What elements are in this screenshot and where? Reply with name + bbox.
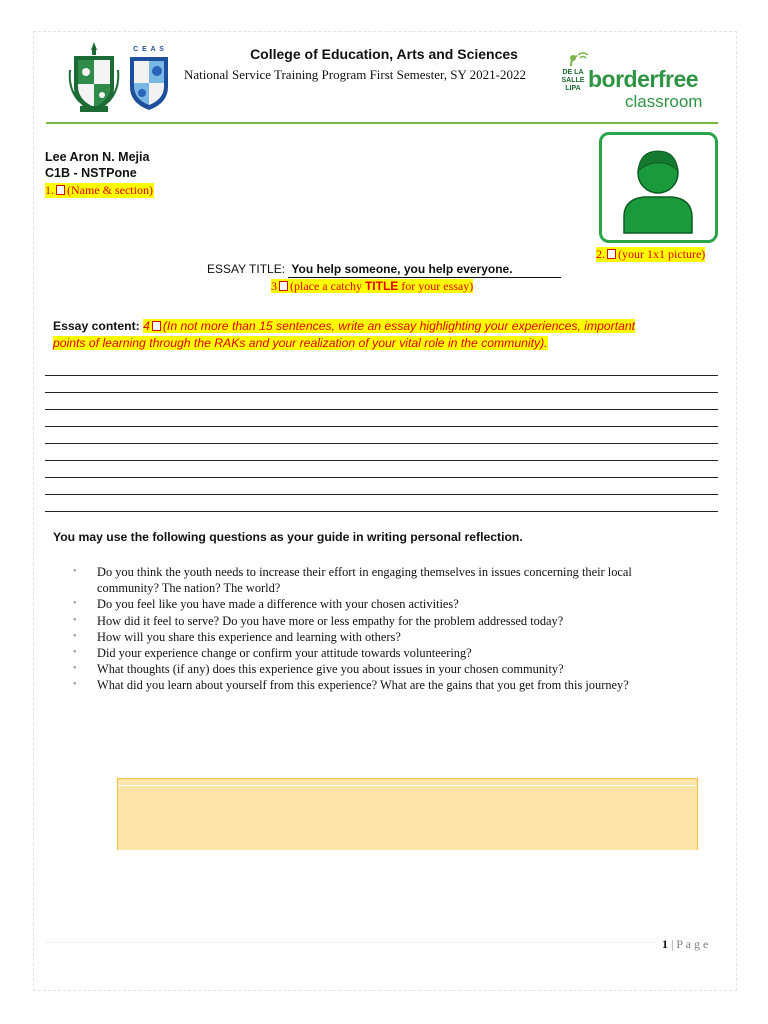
guide-question-list bbox=[73, 564, 653, 694]
page-number: 1 bbox=[662, 937, 668, 951]
list-item: • Did your experience change or confirm your attitude towards volunteering? bbox=[73, 645, 653, 661]
hint-text-3a: (place a catchy bbox=[290, 279, 365, 293]
essay-title-value[interactable]: You help someone, you help everyone. bbox=[288, 262, 561, 278]
list-item: • How did it feel to serve? Do you have more or less empathy for the problem addressed today? bbox=[73, 613, 653, 629]
header-divider bbox=[46, 122, 718, 124]
ceas-logo-text: C E A S bbox=[133, 46, 165, 53]
writing-line bbox=[45, 460, 718, 461]
borderfree-brand-name: borderfree bbox=[588, 66, 699, 92]
photo-placeholder[interactable] bbox=[599, 132, 718, 243]
hint-text-4a: (In not more than 15 sentences, write an essay highlighting your experiences, important bbox=[162, 319, 636, 333]
checkbox-icon bbox=[607, 249, 616, 259]
essay-title-hint bbox=[271, 279, 473, 294]
essay-title-label: ESSAY TITLE: bbox=[207, 262, 286, 276]
callout-inner-rule bbox=[118, 785, 697, 786]
hint-text-2: (your 1x1 picture) bbox=[618, 247, 706, 261]
picture-hint bbox=[596, 247, 705, 262]
writing-line bbox=[45, 511, 718, 512]
student-name: Lee Aron N. Mejia bbox=[45, 150, 150, 164]
college-title: College of Education, Arts and Sciences bbox=[250, 46, 518, 62]
writing-line bbox=[45, 494, 718, 495]
borderfree-brand-sub: classroom bbox=[625, 92, 703, 111]
essay-content-label: Essay content: bbox=[53, 319, 140, 333]
program-subtitle: National Service Training Program First Semester, SY 2021-2022 bbox=[183, 67, 527, 82]
guide-heading: You may use the following questions as your guide in writing personal reflection. bbox=[53, 530, 523, 544]
writing-line bbox=[45, 443, 718, 444]
hint-text-3b: TITLE bbox=[364, 279, 399, 293]
page-label: | P a g e bbox=[671, 937, 709, 951]
writing-line bbox=[45, 477, 718, 478]
list-item: • How will you share this experience and learning with others? bbox=[73, 629, 653, 645]
writing-line bbox=[45, 426, 718, 427]
hint-text-4b: points of learning through the RAKs and your realization of your vital role in the community). bbox=[53, 336, 548, 350]
callout-box bbox=[117, 778, 698, 850]
hint-number-4: 4 bbox=[143, 319, 150, 333]
hint-text-1: (Name & section) bbox=[67, 183, 153, 197]
student-section: C1B - NSTPone bbox=[45, 166, 137, 180]
list-item: • Do you feel like you have made a difference with your chosen activities? bbox=[73, 596, 653, 612]
footer-divider bbox=[46, 942, 656, 943]
checkbox-icon bbox=[279, 281, 288, 291]
list-item: • What did you learn about yourself from this experience? What are the gains that you get from this journey? bbox=[73, 677, 653, 693]
hint-number-1: 1. bbox=[45, 183, 54, 197]
page-footer bbox=[662, 937, 708, 952]
person-avatar-icon bbox=[608, 141, 709, 234]
name-section-hint bbox=[45, 183, 154, 198]
list-item: • What thoughts (if any) does this experience give you about issues in your chosen community? bbox=[73, 661, 653, 677]
hint-text-3c: for your essay) bbox=[398, 279, 474, 293]
writing-line bbox=[45, 409, 718, 410]
hint-number-3: 3 bbox=[271, 279, 277, 293]
list-item: • Do you think the youth needs to increase their effort in engaging themselves in issues concerning their local community? The nation? The world? bbox=[73, 564, 653, 596]
writing-line bbox=[45, 392, 718, 393]
essay-content-block bbox=[53, 318, 718, 352]
writing-line bbox=[45, 375, 718, 376]
checkbox-icon bbox=[56, 185, 65, 195]
checkbox-icon bbox=[152, 321, 161, 331]
dlsl-brand-text: DE LA SALLE LIPA bbox=[561, 69, 585, 92]
hint-number-2: 2. bbox=[596, 247, 605, 261]
